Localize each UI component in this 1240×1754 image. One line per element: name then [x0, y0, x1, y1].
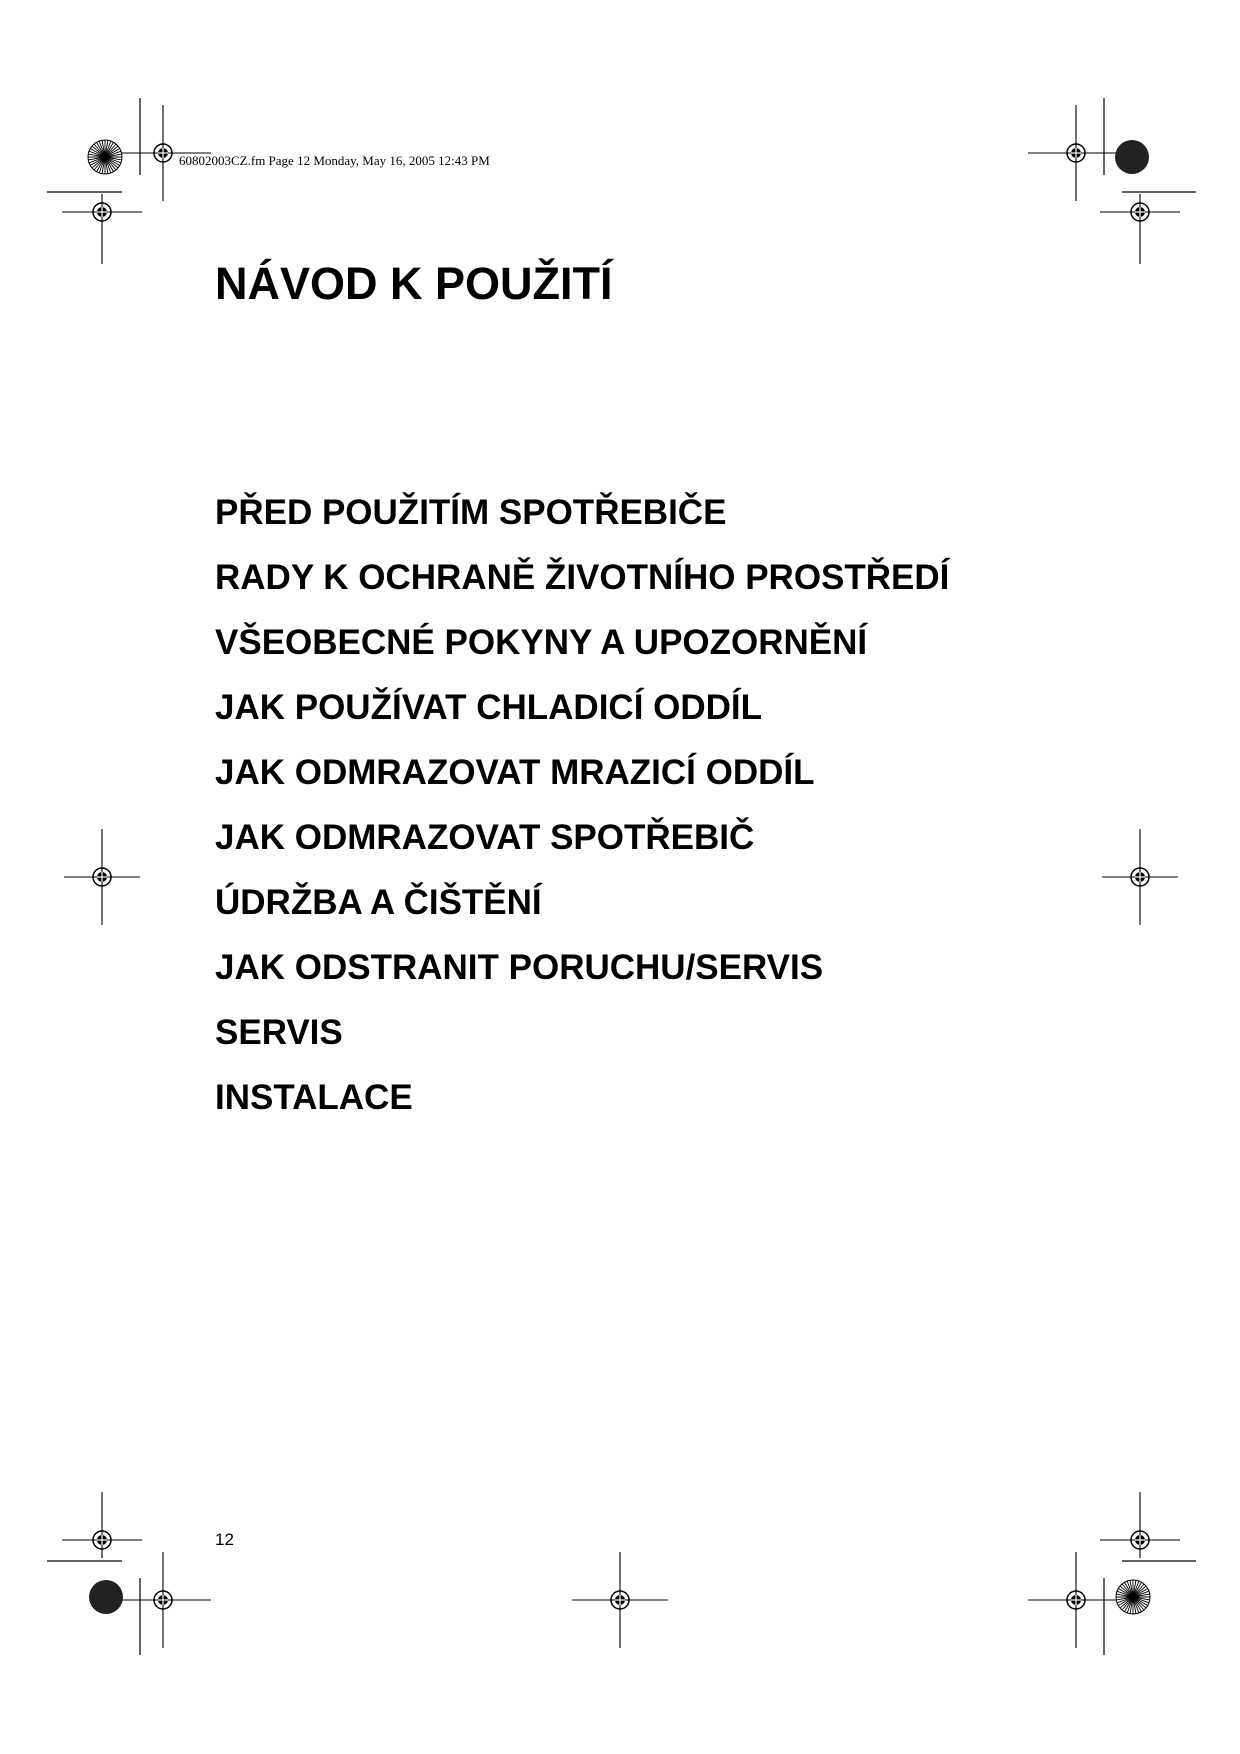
toc-item: INSTALACE: [215, 1078, 413, 1117]
solid-circle-mark: [1115, 140, 1149, 174]
solid-circle-mark: [89, 1580, 123, 1614]
registration-mark: [572, 1552, 668, 1648]
toc-item: ÚDRŽBA A ČIŠTĚNÍ: [215, 883, 542, 922]
registration-mark: [1100, 194, 1180, 264]
toc-item: VŠEOBECNÉ POKYNY A UPOZORNĚNÍ: [215, 623, 868, 662]
page-title: NÁVOD K POUŽITÍ: [215, 258, 613, 309]
toc-item: PŘED POUŽITÍM SPOTŘEBIČE: [215, 493, 727, 532]
toc-item: JAK ODSTRANIT PORUCHU/SERVIS: [215, 948, 824, 987]
table-of-contents: [215, 493, 949, 1143]
starburst-mark: [88, 140, 122, 174]
registration-mark: [1028, 105, 1124, 201]
toc-item: JAK ODMRAZOVAT MRAZICÍ ODDÍL: [215, 753, 815, 792]
toc-item: SERVIS: [215, 1013, 343, 1052]
toc-item: JAK ODMRAZOVAT SPOTŘEBIČ: [215, 818, 755, 857]
registration-mark: [62, 194, 142, 264]
starburst-mark: [1116, 1580, 1150, 1614]
registration-mark: [1102, 829, 1178, 925]
registration-mark: [62, 1492, 142, 1558]
registration-mark: [1100, 1492, 1180, 1558]
file-info-header: 60802003CZ.fm Page 12 Monday, May 16, 2005 12:43 PM: [179, 153, 490, 168]
registration-mark: [64, 829, 140, 925]
toc-item: RADY K OCHRANĚ ŽIVOTNÍHO PROSTŘEDÍ: [215, 558, 950, 597]
registration-mark: [1028, 1552, 1124, 1648]
registration-mark: [115, 1552, 211, 1648]
page-number: 12: [215, 1530, 234, 1549]
toc-item: JAK POUŽÍVAT CHLADICÍ ODDÍL: [215, 688, 763, 727]
